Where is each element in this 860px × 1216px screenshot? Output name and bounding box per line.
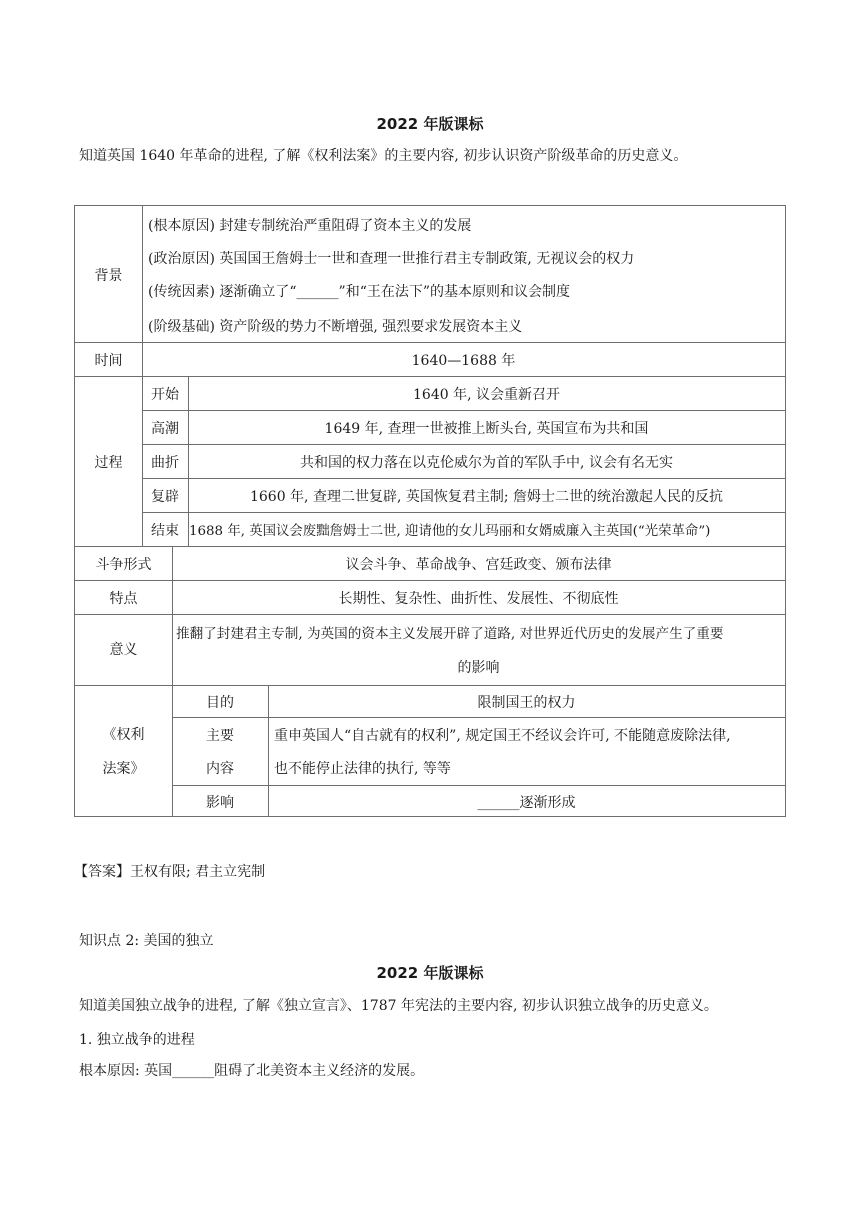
standard-text-1: 知道英国 1640 年革命的进程, 了解《权利法案》的主要内容, 初步认识资产阶级革命的历史意义。 xyxy=(79,148,688,164)
process-text-start: 1640 年, 议会重新召开 xyxy=(413,387,560,403)
background-political-cause: (政治原因) 英国国王詹姆士一世和查理一世推行君主专制政策, 无视议会的权力 xyxy=(148,251,635,267)
bill-label-line1: 《权利 xyxy=(102,727,145,743)
process-stage-climax: 高潮 xyxy=(151,421,179,437)
struggle-label: 斗争形式 xyxy=(95,557,152,573)
background-root-cause: (根本原因) 封建专制统治严重阻碍了资本主义的发展 xyxy=(148,218,472,234)
background-label: 背景 xyxy=(94,268,123,284)
standard-title-1: 2022 年版课标 xyxy=(376,115,484,133)
bill-impact-label: 影响 xyxy=(206,795,234,811)
process-stage-restoration: 复辟 xyxy=(151,489,179,505)
time-label: 时间 xyxy=(94,353,123,369)
significance-label: 意义 xyxy=(109,642,138,658)
answer-text: 【答案】王权有限; 君主立宪制 xyxy=(74,864,266,880)
standard-title-2: 2022 年版课标 xyxy=(376,964,484,982)
bill-purpose-label: 目的 xyxy=(206,695,234,711)
bill-content-label-line1: 主要 xyxy=(206,728,234,744)
revolution-table xyxy=(74,205,786,817)
bill-impact: ______逐渐形成 xyxy=(477,795,576,811)
bill-content-line1: 重申英国人“自古就有的权利”, 规定国王不经议会许可, 不能随意废除法律, xyxy=(274,728,731,744)
significance-line2: 的影响 xyxy=(457,660,500,676)
process-stage-start: 开始 xyxy=(151,387,179,403)
process-text-restoration: 1660 年, 查理二世复辟, 英国恢复君主制; 詹姆士二世的统治激起人民的反抗 xyxy=(249,489,724,505)
process-text-setback: 共和国的权力落在以克伦威尔为首的军队手中, 议会有名无实 xyxy=(300,455,673,471)
root-cause-text: 根本原因: 英国______阻碍了北美资本主义经济的发展。 xyxy=(79,1063,425,1079)
process-stage-setback: 曲折 xyxy=(151,455,179,471)
process-label: 过程 xyxy=(94,455,123,471)
features-value: 长期性、复杂性、曲折性、发展性、不彻底性 xyxy=(338,591,619,607)
significance-line1: 推翻了封建君主专制, 为英国的资本主义发展开辟了道路, 对世界近代历史的发展产生了重要 xyxy=(176,626,724,642)
process-text-climax: 1649 年, 查理一世被推上断头台, 英国宣布为共和国 xyxy=(324,421,649,437)
bill-content-label-line2: 内容 xyxy=(206,761,234,777)
process-stage-end: 结束 xyxy=(151,523,179,539)
bill-purpose: 限制国王的权力 xyxy=(477,695,576,711)
features-label: 特点 xyxy=(109,591,138,607)
background-traditional-factor: (传统因素) 逐渐确立了“______”和“王在法下”的基本原则和议会制度 xyxy=(148,284,571,300)
standard-text-2: 知道美国独立战争的进程, 了解《独立宣言》、1787 年宪法的主要内容, 初步认识独立战争的历史意义。 xyxy=(79,998,718,1014)
knowledge-point-2: 知识点 2: 美国的独立 xyxy=(79,933,214,949)
struggle-value: 议会斗争、革命战争、宫廷政变、颁布法律 xyxy=(345,557,612,573)
process-text-end: 1688 年, 英国议会废黜詹姆士二世, 迎请他的女儿玛丽和女婿威廉入主英国(“光荣革命”) xyxy=(189,524,711,539)
time-value: 1640—1688 年 xyxy=(411,353,516,369)
subheading-war-process: 1. 独立战争的进程 xyxy=(79,1032,195,1048)
bill-label-line2: 法案》 xyxy=(102,761,145,777)
bill-content-line2: 也不能停止法律的执行, 等等 xyxy=(274,761,451,777)
background-class-basis: (阶级基础) 资产阶级的势力不断增强, 强烈要求发展资本主义 xyxy=(148,319,523,335)
